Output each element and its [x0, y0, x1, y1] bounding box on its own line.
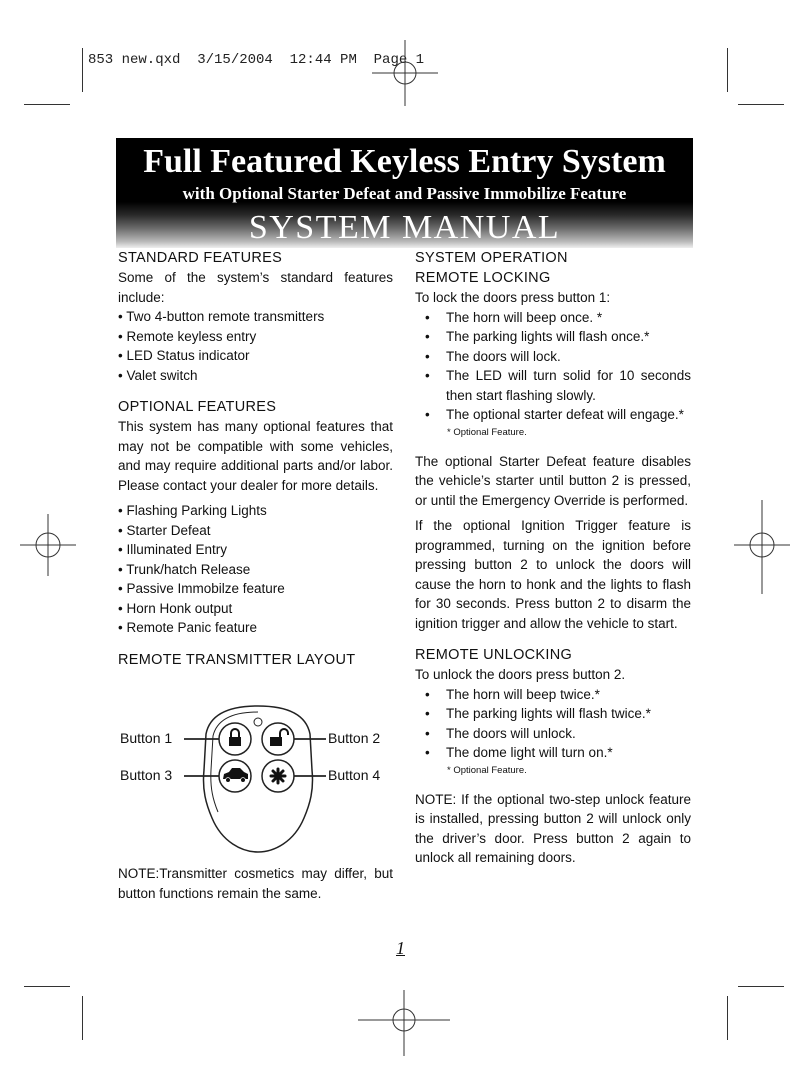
document-title: Full Featured Keyless Entry System — [143, 143, 666, 180]
list-item: • Illuminated Entry — [118, 542, 228, 557]
list-item: • The parking lights will flash once.* — [425, 329, 650, 344]
crop-mark — [727, 48, 728, 92]
list-item: • The dome light will turn on.* — [425, 745, 613, 760]
list-item: • LED Status indicator — [118, 348, 250, 363]
crop-mark — [727, 996, 728, 1040]
standard-features-intro: Some of the system’s standard features include: — [118, 270, 393, 305]
list-item: • Flashing Parking Lights — [118, 503, 267, 518]
system-operation-heading: SYSTEM OPERATION — [415, 250, 568, 266]
button-3-label: Button 3 — [120, 767, 173, 783]
remote-unlocking-heading: REMOTE UNLOCKING — [415, 647, 573, 663]
system-manual-heading: SYSTEM MANUAL — [248, 209, 561, 246]
remote-locking-heading: REMOTE LOCKING — [415, 270, 551, 286]
standard-features-heading: STANDARD FEATURES — [118, 250, 283, 266]
list-item: • Trunk/hatch Release — [118, 561, 251, 577]
list-item: • Remote keyless entry — [118, 328, 257, 344]
transmitter-note: NOTE:Transmitter cosmetics may differ, but button functions remain the same. — [118, 866, 393, 901]
list-item: • The doors will lock. — [425, 348, 561, 364]
page-number: 1 — [396, 938, 405, 958]
registration-mark-right — [734, 500, 790, 594]
print-slug: 853 new.qxd 3/15/2004 12:44 PM Page 1 — [88, 52, 425, 68]
two-step-unlock-note: NOTE: If the optional two-step unlock feature is installed, pressing button 2 will unlock only the driver’s door. Press button 2 again to unlock all remaining doors. — [415, 791, 691, 865]
optional-features-intro: This system has many optional features that may not be compatible with some vehicles, and may require additional parts and/or labor. Please contact your dealer for more details. — [118, 419, 393, 493]
transmitter-layout-heading: REMOTE TRANSMITTER LAYOUT — [118, 651, 356, 668]
crop-mark — [738, 104, 784, 105]
crop-mark — [24, 986, 70, 987]
crop-mark — [738, 986, 784, 987]
list-item: • The LED will turn solid for 10 seconds then start flashing slowly. — [425, 368, 691, 403]
left-column — [118, 248, 393, 670]
registration-mark-top — [372, 40, 438, 106]
list-item: • Horn Honk output — [118, 600, 233, 616]
crop-mark — [82, 48, 83, 92]
locking-footnote: * Optional Feature. — [447, 426, 527, 438]
right-column — [415, 248, 691, 868]
list-item: • Starter Defeat — [118, 522, 211, 538]
list-item: • Valet switch — [118, 367, 198, 383]
list-item: • Remote Panic feature — [118, 620, 258, 635]
list-item: • Passive Immobilze feature — [118, 581, 285, 596]
list-item: • The horn will beep once. * — [425, 309, 603, 325]
button-2-label: Button 2 — [328, 730, 381, 746]
list-item: • The horn will beep twice.* — [425, 686, 600, 702]
button-1-label: Button 1 — [120, 730, 173, 746]
list-item: • The optional starter defeat will engage.* — [425, 407, 684, 422]
locking-intro: To lock the doors press button 1: — [415, 290, 611, 305]
document-subtitle: with Optional Starter Defeat and Passive Immobilize Feature — [182, 184, 627, 203]
list-item: • The parking lights will flash twice.* — [425, 706, 651, 721]
button-4-label: Button 4 — [328, 767, 381, 783]
crop-mark — [24, 104, 70, 105]
registration-mark-bottom — [358, 990, 450, 1056]
unlocking-intro: To unlock the doors press button 2. — [415, 667, 626, 682]
registration-mark-left — [20, 514, 76, 576]
list-item: • The doors will unlock. — [425, 725, 576, 741]
ignition-trigger-paragraph: If the optional Ignition Trigger feature is programmed, turning on the ignition before pressing button 2 to unlock the doors will cause the horn to honk and the lights to flash for 30 seconds. Press button 2 to disarm the ignition trigger and allow the vehicle to start. — [415, 518, 691, 631]
list-item: • Two 4-button remote transmitters — [118, 309, 325, 324]
starter-defeat-paragraph: The optional Starter Defeat feature disables the vehicle’s starter until button 2 is pressed, or until the Emergency Override is performed. — [415, 453, 691, 508]
led-indicator — [254, 718, 262, 726]
crop-mark — [82, 996, 83, 1040]
unlocking-footnote: * Optional Feature. — [447, 764, 527, 776]
optional-features-heading: OPTIONAL FEATURES — [118, 399, 277, 415]
